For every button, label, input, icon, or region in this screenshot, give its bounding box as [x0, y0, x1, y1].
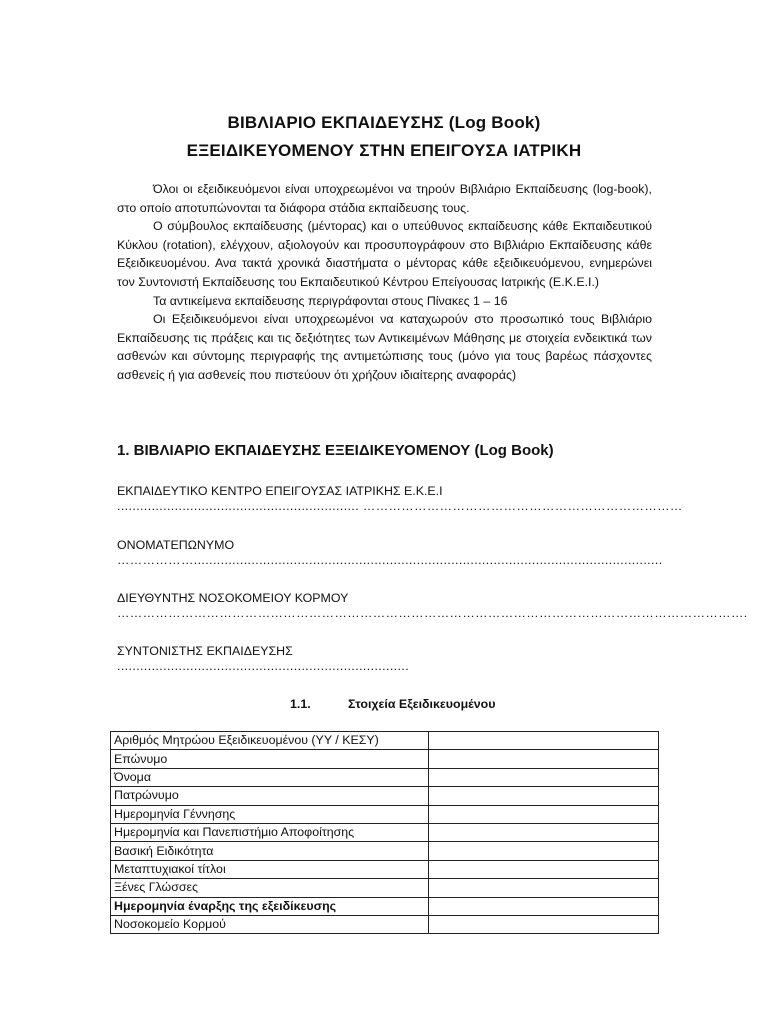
table-row	[111, 842, 659, 860]
field-hospital-director	[117, 590, 748, 620]
field-fill-line: ............................................................... …………………………………………………………………	[117, 499, 683, 513]
field-training-center	[117, 483, 683, 513]
table-value-cell[interactable]	[429, 768, 659, 786]
table-value-cell[interactable]	[429, 787, 659, 805]
intro-paragraph: Ο σύμβουλος εκπαίδευσης (μέντορας) και ο υπεύθυνος εκπαίδευσης κάθε Εκπαιδευτικού Κύκλου (rotation), ελέγχουν, αξιολογούν και προσυπογράφουν στο Βιβλιάριο Εκπαίδευσης κάθε Εξειδικευομένου. Ανα τακτά χρονικά διαστήματα ο μέντορας κάθε εξειδικευόμενου, ενημερώνει τον Συντονιστή Εκπαίδευσης του Εκπαιδευτικού Κέντρου Επείγουσας Ιατρικής (Ε.Κ.Ε.Ι.)	[117, 219, 652, 289]
subsection-title: Στοιχεία Εξειδικευομένου	[348, 697, 496, 711]
table-value-cell[interactable]	[429, 842, 659, 860]
table-value-cell[interactable]	[429, 805, 659, 823]
intro-paragraph: Οι Εξειδικευόμενοι είναι υποχρεωμένοι να καταχωρούν στο προσωπικό τους Βιβλιάριο Εκπαίδευσης τις πράξεις και τις δεξιότητες των Αντικειμένων Μάθησης με στοιχεία ενδεικτικά των ασθενών και σύντομης περιγραφής της αντιμετώπισης τους (μόνο για τους βαρέως πάσχοντες ασθενείς ή για ασθενείς που πιστεύουν ότι χρήζουν ιδιαίτερης αναφοράς)	[117, 312, 652, 382]
table-row	[111, 897, 659, 915]
field-label: ΔΙΕΥΘΥΝΤΗΣ ΝΟΣΟΚΟΜΕΙΟΥ ΚΟΡΜΟΥ	[117, 591, 349, 605]
table-row-label: Όνομα	[111, 768, 429, 786]
intro-paragraph: Όλοι οι εξειδικευόμενοι είναι υποχρεωμένοι να τηρούν Βιβλιάριο Εκπαίδευσης (log-book), στο οποίο αποτυπώνονται τα διάφορα στάδια εκπαίδευσης τους.	[117, 182, 652, 215]
table-row-label: Επώνυμο	[111, 750, 429, 768]
field-fill-line: ............................................................................	[117, 659, 410, 673]
table-row-label: Ξένες Γλώσσες	[111, 879, 429, 897]
table-row	[111, 732, 659, 750]
table-row	[111, 750, 659, 768]
field-fill-line: ………………………………………………………………………………………………………………………………….	[117, 606, 748, 620]
field-label: ΟΝΟΜΑΤΕΠΩΝΥΜΟ	[117, 538, 235, 552]
table-row-label: Ημερομηνία και Πανεπιστήμιο Αποφοίτησης	[111, 823, 429, 841]
section-heading: 1. ΒΙΒΛΙΑΡΙΟ ΕΚΠΑΙΔΕΥΣΗΣ ΕΞΕΙΔΙΚΕΥΟΜΕΝΟΥ (Log Book)	[117, 442, 554, 459]
table-row	[111, 860, 659, 878]
table-row	[111, 787, 659, 805]
table-value-cell[interactable]	[429, 897, 659, 915]
field-fill-line: ………………..........................................................................................................................	[117, 553, 663, 567]
table-value-cell[interactable]	[429, 860, 659, 878]
document-title-line-2: ΕΞΕΙΔΙΚΕΥΟΜΕΝΟΥ ΣΤΗΝ ΕΠΕΙΓΟΥΣΑ ΙΑΤΡΙΚΗ	[186, 141, 582, 160]
table-row-label: Ημερομηνία έναρξης της εξειδίκευσης	[111, 897, 429, 915]
table-value-cell[interactable]	[429, 823, 659, 841]
table-row	[111, 879, 659, 897]
table-row	[111, 805, 659, 823]
table-row-label: Νοσοκομείο Κορμού	[111, 915, 429, 933]
table-row-label: Ημερομηνία Γέννησης	[111, 805, 429, 823]
table-value-cell[interactable]	[429, 879, 659, 897]
document-title-line-1: ΒΙΒΛΙΑΡΙΟ ΕΚΠΑΙΔΕΥΣΗΣ (Log Book)	[227, 113, 541, 132]
field-training-coordinator	[117, 643, 652, 673]
field-full-name	[117, 537, 663, 567]
table-value-cell[interactable]	[429, 915, 659, 933]
table-row-label: Μεταπτυχιακοί τίτλοι	[111, 860, 429, 878]
field-label: ΣΥΝΤΟΝΙΣΤΗΣ ΕΚΠΑΙΔΕΥΣΗΣ	[117, 644, 293, 658]
table-row-label: Αριθμός Μητρώου Εξειδικευομένου (ΥΥ / ΚΕΣΥ)	[111, 732, 429, 750]
subsection-number: 1.1.	[290, 697, 311, 711]
field-label: ΕΚΠΑΙΔΕΥΤΙΚΟ ΚΕΝΤΡΟ ΕΠΕΙΓΟΥΣΑΣ ΙΑΤΡΙΚΗΣ Ε.Κ.Ε.Ι	[117, 484, 443, 498]
table-row	[111, 768, 659, 786]
table-value-cell[interactable]	[429, 750, 659, 768]
table-value-cell[interactable]	[429, 732, 659, 750]
table-row-label: Βασική Ειδικότητα	[111, 842, 429, 860]
table-row	[111, 823, 659, 841]
table-row-label: Πατρώνυμο	[111, 787, 429, 805]
intro-paragraph: Τα αντικείμενα εκπαίδευσης περιγράφονται στους Πίνακες 1 – 16	[153, 293, 508, 308]
trainee-info-table	[110, 731, 659, 934]
intro-text	[117, 180, 652, 385]
table-row	[111, 915, 659, 933]
